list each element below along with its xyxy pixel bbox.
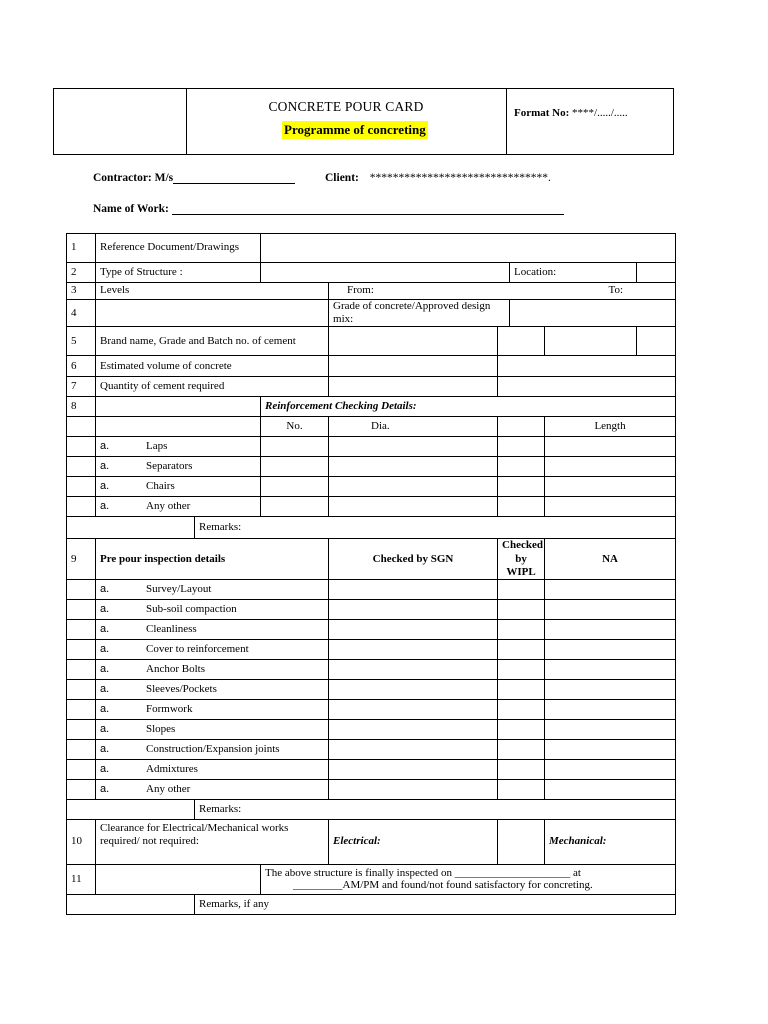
pour-card-table <box>66 233 676 915</box>
bullet: a. <box>100 480 110 493</box>
na-field[interactable] <box>545 639 676 659</box>
remarks-label[interactable]: Remarks: <box>195 799 676 819</box>
col-na: NA <box>545 539 676 580</box>
electrical-label[interactable]: Electrical: <box>329 819 498 864</box>
bullet: a. <box>100 682 110 695</box>
sgn-field[interactable] <box>329 599 498 619</box>
brand-field[interactable] <box>329 327 498 356</box>
col-dia: Dia. <box>329 417 498 437</box>
bullet: a. <box>100 662 110 675</box>
wipl-field[interactable] <box>498 659 545 679</box>
bullet: a. <box>100 722 110 735</box>
no-field[interactable] <box>261 457 329 477</box>
client-label: Client: <box>325 172 359 184</box>
extra-field[interactable] <box>637 327 676 356</box>
item-label: Admixtures <box>146 762 198 775</box>
extra-field[interactable] <box>498 437 545 457</box>
row-number: 4 <box>67 300 96 327</box>
cement-qty-value-field[interactable] <box>498 377 676 397</box>
wipl-field[interactable] <box>498 619 545 639</box>
item-label: Sleeves/Pockets <box>146 682 217 695</box>
reference-field[interactable] <box>261 234 676 263</box>
item-label: Any other <box>146 782 191 795</box>
prepour-row <box>67 619 676 639</box>
item-label: Survey/Layout <box>146 582 212 595</box>
na-field[interactable] <box>545 759 676 779</box>
bullet: a. <box>100 742 110 755</box>
row-number: 6 <box>67 356 96 377</box>
na-field[interactable] <box>545 699 676 719</box>
row-3 <box>67 283 676 300</box>
length-field[interactable] <box>545 457 676 477</box>
reinforcement-header-row <box>67 417 676 437</box>
bullet: a. <box>100 622 110 635</box>
prepour-row <box>67 599 676 619</box>
item-label: Cover to reinforcement <box>146 642 249 655</box>
prepour-row <box>67 759 676 779</box>
item-label: Chairs <box>146 480 175 493</box>
row-10 <box>67 819 676 864</box>
bullet: a. <box>100 602 110 615</box>
final-remarks-row <box>67 894 676 914</box>
row-8 <box>67 397 676 417</box>
name-of-work-label: Name of Work: <box>93 203 169 215</box>
na-field[interactable] <box>545 599 676 619</box>
extra-field[interactable] <box>498 497 545 517</box>
sgn-field[interactable] <box>329 659 498 679</box>
structure-type-field[interactable] <box>261 263 510 283</box>
row-label: Reference Document/Drawings <box>96 234 261 263</box>
sgn-field[interactable] <box>329 619 498 639</box>
prepour-row <box>67 779 676 799</box>
batch-field[interactable] <box>545 327 637 356</box>
row-number: 10 <box>67 819 96 864</box>
no-field[interactable] <box>261 497 329 517</box>
row-number: 3 <box>67 283 96 300</box>
item-label: Anchor Bolts <box>146 662 205 675</box>
mechanical-label[interactable]: Mechanical: <box>545 819 676 864</box>
sgn-field[interactable] <box>329 759 498 779</box>
name-of-work-field[interactable] <box>172 214 564 215</box>
prepour-row <box>67 739 676 759</box>
row-1 <box>67 234 676 263</box>
sgn-field[interactable] <box>329 719 498 739</box>
row-label: Brand name, Grade and Batch no. of cement <box>96 327 329 356</box>
cement-qty-field[interactable] <box>329 377 498 397</box>
dia-field[interactable] <box>329 497 498 517</box>
na-field[interactable] <box>545 679 676 699</box>
wipl-field[interactable] <box>498 739 545 759</box>
length-field[interactable] <box>545 437 676 457</box>
wipl-field[interactable] <box>498 779 545 799</box>
row-label: Quantity of cement required <box>96 377 329 397</box>
bullet: a. <box>100 762 110 775</box>
row-4 <box>67 300 676 327</box>
length-field[interactable] <box>545 497 676 517</box>
inspection-line-1: The above structure is finally inspected on _____________________ at <box>265 866 581 879</box>
na-field[interactable] <box>545 719 676 739</box>
row-number: 7 <box>67 377 96 397</box>
dia-field[interactable] <box>329 457 498 477</box>
wipl-field[interactable] <box>498 759 545 779</box>
name-of-work-line <box>93 203 564 215</box>
prepour-row <box>67 679 676 699</box>
bullet: a. <box>100 440 110 453</box>
reinforcement-row-any-other <box>67 497 676 517</box>
item-label: Formwork <box>146 702 193 715</box>
sgn-field[interactable] <box>329 739 498 759</box>
row-number: 9 <box>67 539 96 580</box>
to-label: To: <box>608 284 624 297</box>
contractor-label: Contractor: M/s <box>93 172 174 184</box>
inspection-line-2: _________AM/PM and found/not found satisfactory for concreting. <box>293 879 593 892</box>
wipl-field[interactable] <box>498 719 545 739</box>
item-label: Cleanliness <box>146 622 197 635</box>
na-field[interactable] <box>545 779 676 799</box>
dia-field[interactable] <box>329 477 498 497</box>
wipl-field[interactable] <box>498 699 545 719</box>
from-label: From: <box>347 284 374 297</box>
na-field[interactable] <box>545 739 676 759</box>
row-label: Estimated volume of concrete <box>96 356 329 377</box>
sgn-field[interactable] <box>329 779 498 799</box>
contractor-field[interactable] <box>173 183 295 184</box>
sgn-field[interactable] <box>329 679 498 699</box>
na-field[interactable] <box>545 619 676 639</box>
prepour-remarks-row <box>67 799 676 819</box>
row-11 <box>67 864 676 894</box>
row-9 <box>67 539 676 580</box>
na-field[interactable] <box>545 659 676 679</box>
location-field[interactable] <box>637 263 676 283</box>
levels-field[interactable] <box>329 283 676 300</box>
prepour-row <box>67 659 676 679</box>
title-cell <box>186 89 507 154</box>
item-label: Any other <box>146 500 191 513</box>
prepour-row <box>67 639 676 659</box>
grade-field[interactable] <box>498 327 545 356</box>
volume-value-field[interactable] <box>498 356 676 377</box>
no-field[interactable] <box>261 437 329 457</box>
extra-field[interactable] <box>498 457 545 477</box>
form-subtitle: Programme of concreting <box>284 122 426 137</box>
reinforcement-row-chairs <box>67 477 676 497</box>
row-number: 1 <box>67 234 96 263</box>
reinforcement-row-laps <box>67 437 676 457</box>
electrical-field[interactable] <box>498 819 545 864</box>
contractor-line <box>93 172 295 184</box>
row-number: 2 <box>67 263 96 283</box>
blank-cell <box>96 397 261 417</box>
na-field[interactable] <box>545 579 676 599</box>
bullet: a. <box>100 642 110 655</box>
prepour-heading: Pre pour inspection details <box>96 539 329 580</box>
volume-field[interactable] <box>329 356 498 377</box>
bullet: a. <box>100 460 110 473</box>
row-label: Clearance for Electrical/Mechanical works required/ not required: <box>96 819 329 864</box>
blank-cell <box>96 864 261 894</box>
row-label: Levels <box>96 283 329 300</box>
client-value: *******************************. <box>369 172 551 184</box>
row-2 <box>67 263 676 283</box>
sgn-field[interactable] <box>329 639 498 659</box>
location-label: Location: <box>510 263 637 283</box>
wipl-field[interactable] <box>498 679 545 699</box>
remarks-label[interactable]: Remarks: <box>195 517 676 539</box>
client-line <box>325 172 551 184</box>
wipl-field[interactable] <box>498 639 545 659</box>
col-length: Length <box>545 417 676 437</box>
grade-field[interactable] <box>96 300 329 327</box>
final-remarks-label[interactable]: Remarks, if any <box>195 894 676 914</box>
format-number: Format No: ****/...../..... <box>514 107 628 119</box>
prepour-row <box>67 719 676 739</box>
row-5 <box>67 327 676 356</box>
reinforcement-heading: Reinforcement Checking Details: <box>261 397 676 417</box>
wipl-field[interactable] <box>498 579 545 599</box>
bullet: a. <box>100 500 110 513</box>
row-7 <box>67 377 676 397</box>
col-no: No. <box>261 417 329 437</box>
logo-cell <box>54 89 187 154</box>
prepour-row <box>67 579 676 599</box>
extra-field[interactable] <box>498 477 545 497</box>
grade-value-field[interactable] <box>510 300 676 327</box>
row-6 <box>67 356 676 377</box>
col-checked-wipl: Checked by WIPL <box>498 539 545 580</box>
sgn-field[interactable] <box>329 579 498 599</box>
item-label: Sub-soil compaction <box>146 602 237 615</box>
bullet: a. <box>100 702 110 715</box>
length-field[interactable] <box>545 477 676 497</box>
item-label: Slopes <box>146 722 176 735</box>
prepour-row <box>67 699 676 719</box>
col-checked-sgn: Checked by SGN <box>329 539 498 580</box>
no-field[interactable] <box>261 477 329 497</box>
item-label: Separators <box>146 460 193 473</box>
row-label: Type of Structure : <box>96 263 261 283</box>
row-number: 5 <box>67 327 96 356</box>
item-label: Laps <box>146 440 168 453</box>
reinforcement-row-separators <box>67 457 676 477</box>
dia-field[interactable] <box>329 437 498 457</box>
bullet: a. <box>100 582 110 595</box>
row-label: Grade of concrete/Approved design mix: <box>329 300 510 327</box>
header-box <box>53 88 674 155</box>
wipl-field[interactable] <box>498 599 545 619</box>
form-title: CONCRETE POUR CARD <box>268 99 424 114</box>
reinforcement-remarks-row <box>67 517 676 539</box>
item-label: Construction/Expansion joints <box>146 742 280 755</box>
row-number: 11 <box>67 864 96 894</box>
sgn-field[interactable] <box>329 699 498 719</box>
bullet: a. <box>100 782 110 795</box>
final-inspection-text[interactable] <box>261 864 676 894</box>
row-number: 8 <box>67 397 96 417</box>
